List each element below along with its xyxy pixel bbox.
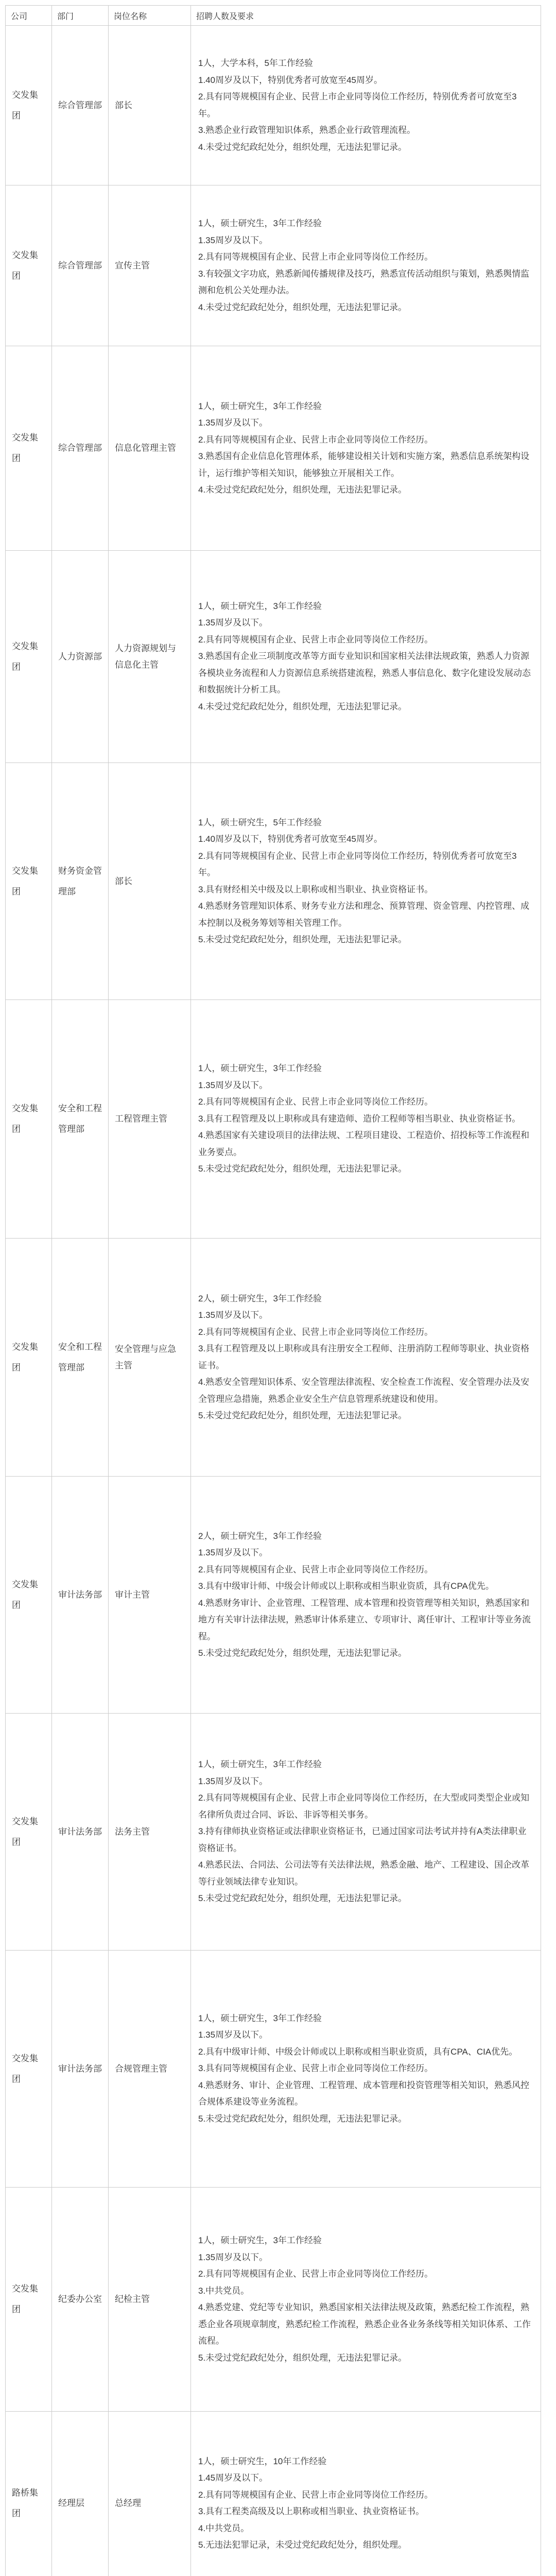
requirement-line: 5.未受过党纪政纪处分，组织处理，无违法犯罪记录。 xyxy=(198,2352,407,2363)
requirement-line: 1.35周岁及以下。 xyxy=(198,1548,268,1557)
company-cell: 交发集团 xyxy=(6,2188,52,2412)
requirement-line: 1人，硕士研究生，3年工作经验 xyxy=(198,2013,322,2023)
requirements-cell xyxy=(191,2412,541,2576)
table-row xyxy=(6,1714,541,1951)
department-cell: 审计法务部 xyxy=(52,1951,109,2188)
requirement-line: 4.熟悉财务管理知识体系、财务专业方法和理念、预算管理、资金管理、内控管理、成本控制以及税务筹划等相关管理工作。 xyxy=(198,901,530,928)
position-cell: 纪检主管 xyxy=(109,2188,191,2412)
requirement-line: 1.35周岁及以下。 xyxy=(198,2252,268,2262)
requirement-line: 3.具有财经相关中级及以上职称或相当职业、执业资格证书。 xyxy=(198,884,433,894)
table-header-row xyxy=(6,6,541,26)
requirement-line: 1人，硕士研究生，10年工作经验 xyxy=(198,2456,327,2466)
requirement-line: 4.熟悉国家有关建设项目的法律法规、工程项目建设、工程造价、招投标等工作流程和业务要点。 xyxy=(198,1130,530,1157)
table-row xyxy=(6,1951,541,2188)
department-cell: 纪委办公室 xyxy=(52,2188,109,2412)
department-cell: 审计法务部 xyxy=(52,1477,109,1714)
requirement-line: 2人，硕士研究生，3年工作经验 xyxy=(198,1293,322,1303)
department-cell: 财务资金管理部 xyxy=(52,763,109,1000)
company-cell: 交发集团 xyxy=(6,551,52,763)
requirement-line: 3.有较强文字功底，熟悉新闻传播规律及技巧，熟悉宣传活动组织与策划，熟悉舆情监测和危机公关处理办法。 xyxy=(198,268,530,295)
department-cell: 综合管理部 xyxy=(52,185,109,346)
table-row xyxy=(6,1239,541,1477)
table-row xyxy=(6,26,541,185)
table-row xyxy=(6,2412,541,2576)
requirement-line: 1.40周岁及以下，特别优秀者可放宽至45周岁。 xyxy=(198,834,383,844)
requirement-line: 5.未受过党纪政纪处分，组织处理，无违法犯罪记录。 xyxy=(198,1648,407,1658)
requirement-line: 4.未受过党纪政纪处分，组织处理，无违法犯罪记录。 xyxy=(198,302,407,312)
requirement-line: 2.具有同等规模国有企业、民营上市企业同等岗位工作经历。 xyxy=(198,1564,433,1574)
table-body xyxy=(6,26,541,2576)
requirement-line: 1人，硕士研究生，3年工作经验 xyxy=(198,401,322,411)
recruitment-table-wrap xyxy=(5,5,541,2576)
requirement-line: 1人，硕士研究生，3年工作经验 xyxy=(198,2235,322,2245)
requirements-cell xyxy=(191,26,541,185)
requirement-line: 1.35周岁及以下。 xyxy=(198,1310,268,1320)
position-cell: 总经理 xyxy=(109,2412,191,2576)
table-row xyxy=(6,1000,541,1239)
requirement-line: 1人，硕士研究生，3年工作经验 xyxy=(198,1063,322,1074)
position-cell: 工程管理主管 xyxy=(109,1000,191,1239)
requirement-line: 4.熟悉财务审计、企业管理、工程管理、成本管理和投资管理等相关知识，熟悉国家和地方有关审计法律法规，熟悉审计体系建立、专项审计、离任审计、工程审计等业务流程。 xyxy=(198,1598,531,1641)
requirement-line: 5.未受过党纪政纪处分，组织处理，无违法犯罪记录。 xyxy=(198,1893,407,1904)
table-row xyxy=(6,185,541,346)
requirement-line: 2.具有同等规模国有企业、民营上市企业同等岗位工作经历。 xyxy=(198,434,433,445)
department-cell: 综合管理部 xyxy=(52,346,109,551)
requirement-line: 2.具有同等规模国有企业、民营上市企业同等岗位工作经历，特别优秀者可放宽至3年。 xyxy=(198,92,517,118)
requirements-cell xyxy=(191,763,541,1000)
recruitment-table xyxy=(5,5,541,2576)
requirement-line: 1.45周岁及以下。 xyxy=(198,2473,268,2483)
position-cell: 安全管理与应急主管 xyxy=(109,1239,191,1477)
requirement-line: 2人，硕士研究生，3年工作经验 xyxy=(198,1531,322,1541)
requirements-cell xyxy=(191,2188,541,2412)
header-department: 部门 xyxy=(52,6,109,26)
requirement-line: 4.中共党员。 xyxy=(198,2523,250,2533)
requirement-line: 5.无违法犯罪记录，未受过党纪政纪处分，组织处理。 xyxy=(198,2540,407,2550)
requirement-line: 1人，硕士研究生，3年工作经验 xyxy=(198,218,322,228)
header-company: 公司 xyxy=(6,6,52,26)
position-cell: 信息化管理主管 xyxy=(109,346,191,551)
requirement-line: 1.35周岁及以下。 xyxy=(198,2030,268,2040)
requirements-cell xyxy=(191,185,541,346)
position-cell: 部长 xyxy=(109,26,191,185)
requirement-line: 5.未受过党纪政纪处分，组织处理，无违法犯罪记录。 xyxy=(198,1164,407,1174)
requirement-line: 1人，硕士研究生，3年工作经验 xyxy=(198,1759,322,1770)
requirement-line: 2.具有同等规模国有企业、民营上市企业同等岗位工作经历，特别优秀者可放宽至3年。 xyxy=(198,851,517,877)
department-cell: 人力资源部 xyxy=(52,551,109,763)
requirement-line: 3.熟悉国有企业三项制度改革等方面专业知识和国家相关法律法规政策，熟悉人力资源各模块业务流程和人力资源信息系统搭建流程，熟悉人事信息化、数字化建设发展动态和数据统计分析工具。 xyxy=(198,651,531,695)
company-cell: 交发集团 xyxy=(6,1477,52,1714)
requirement-line: 1.35周岁及以下。 xyxy=(198,1080,268,1090)
requirement-line: 3.具有中级审计师、中级会计师或以上职称或相当职业资质，具有CPA优先。 xyxy=(198,1581,494,1591)
requirement-line: 3.中共党员。 xyxy=(198,2285,250,2296)
requirement-line: 4.未受过党纪政纪处分，组织处理，无违法犯罪记录。 xyxy=(198,701,407,711)
position-cell: 审计主管 xyxy=(109,1477,191,1714)
department-cell: 经理层 xyxy=(52,2412,109,2576)
requirement-line: 4.熟悉财务、审计、企业管理、工程管理、成本管理和投资管理等相关知识，熟悉风控合规体系建设等业务流程。 xyxy=(198,2080,530,2107)
requirement-line: 2.具有同等规模国有企业、民营上市企业同等岗位工作经历。 xyxy=(198,1327,433,1337)
requirement-line: 4.熟悉党建、党纪等专业知识，熟悉国家相关法律法规及政策，熟悉纪检工作流程，熟悉企业各项规章制度，熟悉纪检工作流程，熟悉企业各业务条线等相关知识体系、工作流程。 xyxy=(198,2302,531,2346)
requirement-line: 5.未受过党纪政纪处分，组织处理，无违法犯罪记录。 xyxy=(198,1411,407,1420)
company-cell: 交发集团 xyxy=(6,1714,52,1951)
requirement-line: 3.具有工程类高级及以上职称或相当职业、执业资格证书。 xyxy=(198,2506,425,2516)
requirement-line: 1人，硕士研究生，5年工作经验 xyxy=(198,817,322,827)
requirement-line: 1.35周岁及以下。 xyxy=(198,618,268,628)
requirement-line: 3.持有律师执业资格证或法律职业资格证书，已通过国家司法考试并持有A类法律职业资格证书。 xyxy=(198,1826,527,1853)
table-row xyxy=(6,551,541,763)
requirements-cell xyxy=(191,346,541,551)
requirement-line: 1.35周岁及以下。 xyxy=(198,235,268,245)
position-cell: 法务主管 xyxy=(109,1714,191,1951)
position-cell: 部长 xyxy=(109,763,191,1000)
requirement-line: 1.40周岁及以下，特别优秀者可放宽至45周岁。 xyxy=(198,75,383,85)
position-cell: 宣传主管 xyxy=(109,185,191,346)
company-cell: 交发集团 xyxy=(6,346,52,551)
requirement-line: 3.具有工程管理及以上职称或具有注册安全工程师、注册消防工程师等职业、执业资格证书。 xyxy=(198,1344,530,1370)
requirement-line: 3.熟悉企业行政管理知识体系，熟悉企业行政管理流程。 xyxy=(198,125,416,135)
requirement-line: 2.具有同等规模国有企业、民营上市企业同等岗位工作经历。 xyxy=(198,252,433,262)
header-requirements: 招聘人数及要求 xyxy=(191,6,541,26)
requirement-line: 2.具有同等规模国有企业、民营上市企业同等岗位工作经历。 xyxy=(198,2269,433,2279)
table-row xyxy=(6,1477,541,1714)
company-cell: 交发集团 xyxy=(6,763,52,1000)
department-cell: 安全和工程管理部 xyxy=(52,1239,109,1477)
department-cell: 综合管理部 xyxy=(52,26,109,185)
requirements-cell xyxy=(191,1714,541,1951)
requirement-line: 2.具有同等规模国有企业、民营上市企业同等岗位工作经历。 xyxy=(198,1097,433,1107)
company-cell: 交发集团 xyxy=(6,185,52,346)
requirement-line: 1人，大学本科，5年工作经验 xyxy=(198,58,313,68)
position-cell: 人力资源规划与信息化主管 xyxy=(109,551,191,763)
requirements-cell xyxy=(191,551,541,763)
requirement-line: 4.未受过党纪政纪处分，组织处理，无违法犯罪记录。 xyxy=(198,142,407,152)
requirement-line: 4.熟悉民法、合同法、公司法等有关法律法规，熟悉金融、地产、工程建设、国企改革等行业领域法律专业知识。 xyxy=(198,1860,530,1887)
requirement-line: 1.35周岁及以下。 xyxy=(198,1776,268,1786)
requirement-line: 2.具有同等规模国有企业、民营上市企业同等岗位工作经历。 xyxy=(198,634,433,645)
company-cell: 交发集团 xyxy=(6,1239,52,1477)
requirement-line: 1人，硕士研究生，3年工作经验 xyxy=(198,601,322,611)
requirement-line: 4.熟悉安全管理知识体系、安全管理法律流程、安全检查工作流程、安全管理办法及安全管理应急措施，熟悉企业安全生产信息管理系统建设和使用。 xyxy=(198,1377,530,1404)
requirement-line: 4.未受过党纪政纪处分，组织处理，无违法犯罪记录。 xyxy=(198,485,407,495)
requirement-line: 3.具有工程管理及以上职称或具有建造师、造价工程师等相当职业、执业资格证书。 xyxy=(198,1113,521,1124)
table-row xyxy=(6,763,541,1000)
requirements-cell xyxy=(191,1477,541,1714)
requirement-line: 1.35周岁及以下。 xyxy=(198,418,268,428)
requirement-line: 5.未受过党纪政纪处分，组织处理，无违法犯罪记录。 xyxy=(198,2113,407,2124)
requirements-cell xyxy=(191,1000,541,1239)
department-cell: 安全和工程管理部 xyxy=(52,1000,109,1239)
company-cell: 交发集团 xyxy=(6,26,52,185)
company-cell: 交发集团 xyxy=(6,1000,52,1239)
requirement-line: 2.具有同等规模国有企业、民营上市企业同等岗位工作经历，在大型或同类型企业或知名律所负责过合同、诉讼、非诉等相关事务。 xyxy=(198,1793,530,1820)
header-position: 岗位名称 xyxy=(109,6,191,26)
requirement-line: 3.具有同等规模国有企业、民营上市企业同等岗位工作经历。 xyxy=(198,2063,433,2074)
department-cell: 审计法务部 xyxy=(52,1714,109,1951)
requirement-line: 2.具有中级审计师、中级会计师或以上职称或相当职业资质，具有CPA、CIA优先。 xyxy=(198,2046,518,2057)
table-row xyxy=(6,2188,541,2412)
company-cell: 交发集团 xyxy=(6,1951,52,2188)
company-cell: 路桥集团 xyxy=(6,2412,52,2576)
position-cell: 合规管理主管 xyxy=(109,1951,191,2188)
requirement-line: 5.未受过党纪政纪处分，组织处理，无违法犯罪记录。 xyxy=(198,935,407,944)
requirement-line: 2.具有同等规模国有企业、民营上市企业同等岗位工作经历。 xyxy=(198,2489,433,2500)
requirements-cell xyxy=(191,1951,541,2188)
requirement-line: 3.熟悉国有企业信息化管理体系，能够建设相关计划和实施方案，熟悉信息系统架构设计，运行维护等相关知识，能够独立开展相关工作。 xyxy=(198,451,530,478)
table-row xyxy=(6,346,541,551)
requirements-cell xyxy=(191,1239,541,1477)
